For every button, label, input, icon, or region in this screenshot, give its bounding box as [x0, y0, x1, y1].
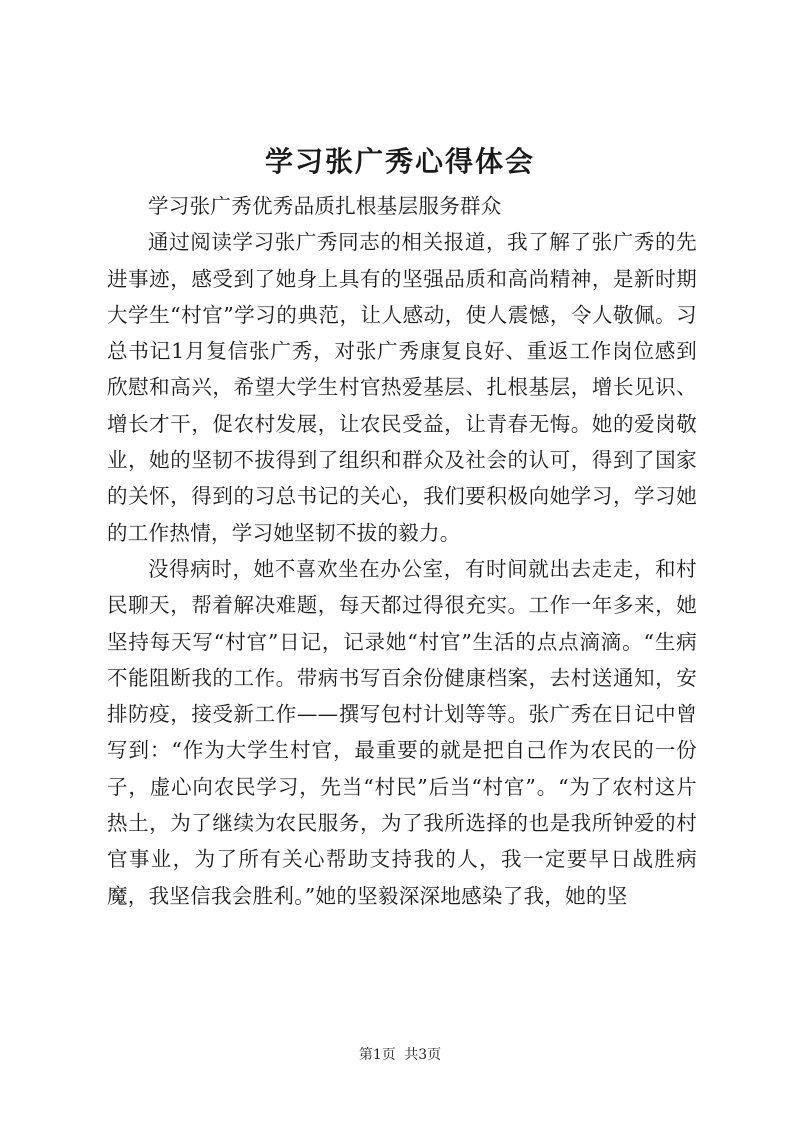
page-footer — [0, 1044, 800, 1064]
body-paragraph-1: 通过阅读学习张广秀同志的相关报道，我了解了张广秀的先进事迹，感受到了她身上具有的坚强品质和高尚精神，是新时期大学生“村官”学习的典范，让人感动，使人震憾，令人敬佩。习总书记1月复信张广秀，对张广秀康复良好、重返工作岗位感到欣慰和高兴，希望大学生村官热爱基层、扎根基层，增长见识、增长才干，促农村发展，让农民受益，让青春无悔。她的爱岗敬业，她的坚韧不拔得到了组织和群众及社会的认可，得到了国家的关怀，得到的习总书记的关心，我们要积极向她学习，学习她的工作热情，学习她坚韧不拔的毅力。 — [107, 230, 697, 545]
document-body — [107, 188, 697, 914]
page-total: 共3页 — [404, 1047, 442, 1063]
subtitle-paragraph: 学习张广秀优秀品质扎根基层服务群众 — [148, 194, 502, 218]
page-number: 第1页 — [358, 1047, 396, 1063]
body-paragraph-2: 没得病时，她不喜欢坐在办公室，有时间就出去走走，和村民聊天，帮着解决难题，每天都过得很充实。工作一年多来，她坚持每天写“村官”日记，记录她“村官”生活的点点滴滴。“生病不能阻断我的工作。带病书写百余份健康档案，去村送通知，安排防疫，接受新工作——撰写包村计划等等。张广秀在日记中曾写到：“作为大学生村官，最重要的就是把自己作为农民的一份子，虚心向农民学习，先当“村民”后当“村官”。“为了农村这片热土，为了继续为农民服务，为了我所选择的也是我所钟爱的村官事业，为了所有关心帮助支持我的人，我一定要早日战胜病魔，我坚信我会胜利。”她的坚毅深深地感染了我，她的坚 — [107, 556, 697, 908]
document-title: 学习张广秀心得体会 — [264, 145, 535, 178]
